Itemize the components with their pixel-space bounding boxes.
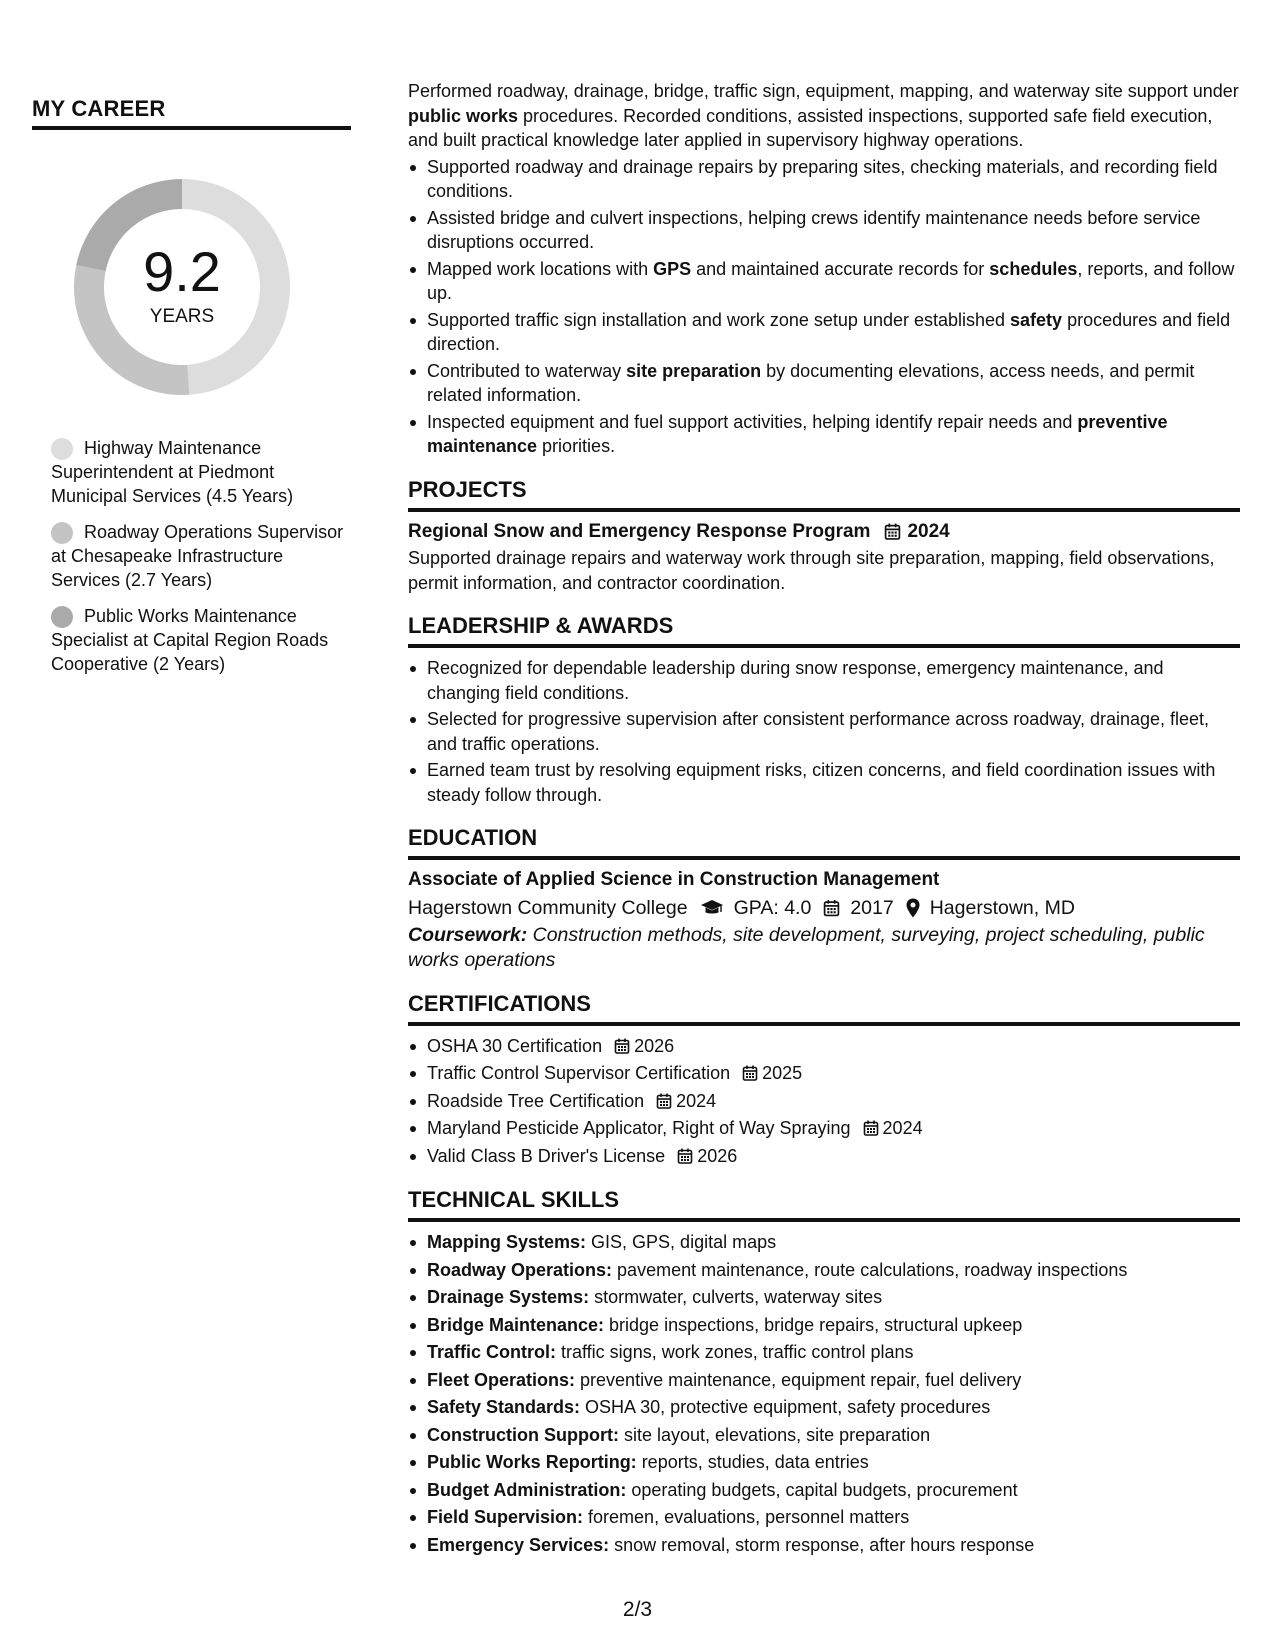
skill-label: Emergency Services: — [427, 1534, 610, 1555]
bullet-text: Inspected equipment and fuel support activities, helping identify repair needs and — [427, 411, 1078, 432]
bullet-text: procedures and field direction. — [427, 309, 1231, 354]
graduation-cap-icon — [700, 899, 724, 917]
skill-value: GIS, GPS, digital maps — [586, 1232, 777, 1252]
skill-item — [408, 1478, 1240, 1504]
skill-value: preventive maintenance, equipment repair, fuel delivery — [575, 1369, 1022, 1390]
summary-text: procedures. Recorded conditions, assisted inspections, supported safe field execution, and built practical knowledge later applied in supervisory highway operations. — [408, 105, 1213, 150]
coursework — [408, 923, 1240, 973]
certification-item — [408, 1061, 1240, 1087]
leadership-list — [408, 656, 1240, 807]
skill-item — [408, 1313, 1240, 1339]
education-details — [408, 893, 1240, 923]
career-item-text: Roadway Operations Supervisor at Chesapeake Infrastructure Services (2.7 Years) — [51, 522, 344, 590]
certification-year: 2025 — [762, 1063, 803, 1083]
skill-label: Safety Standards: — [427, 1397, 581, 1417]
skill-value: pavement maintenance, route calculations, roadway inspections — [612, 1259, 1128, 1280]
legend-dot — [51, 522, 73, 544]
project-title-row — [408, 520, 1240, 545]
career-item — [51, 604, 351, 676]
career-item-text: Highway Maintenance Superintendent at Piedmont Municipal Services (4.5 Years) — [51, 438, 294, 506]
certification-year: 2026 — [634, 1035, 675, 1056]
calendar-icon — [614, 1038, 630, 1054]
skill-value: snow removal, storm response, after hours response — [609, 1534, 1035, 1555]
bullet-keyword: GPS — [653, 258, 692, 279]
skill-item — [408, 1368, 1240, 1394]
education-heading: EDUCATION — [408, 824, 1240, 860]
skills-heading: TECHNICAL SKILLS — [408, 1186, 1240, 1222]
experience-bullet — [408, 257, 1240, 306]
career-heading: MY CAREER — [32, 96, 351, 130]
certification-name: OSHA 30 Certification — [427, 1035, 603, 1056]
coursework-text: Construction methods, site development, surveying, project scheduling, public works operations — [408, 923, 1205, 971]
skill-label: Field Supervision: — [427, 1507, 584, 1527]
bullet-text: Mapped work locations with — [427, 258, 654, 279]
career-donut-chart — [67, 172, 297, 402]
certification-item — [408, 1034, 1240, 1060]
certification-name: Valid Class B Driver's License — [427, 1145, 666, 1166]
school-location: Hagerstown, MD — [929, 896, 1075, 919]
career-item — [51, 436, 351, 508]
bullet-text: by documenting elevations, access needs, and permit related information. — [427, 360, 1195, 405]
page-number: 2/3 — [622, 1598, 653, 1621]
skill-item — [408, 1423, 1240, 1449]
leadership-item: Earned team trust by resolving equipment risks, citizen concerns, and field coordination issues with steady follow through. — [408, 758, 1240, 807]
bullet-text: priorities. — [537, 436, 616, 456]
bullet-keyword: site preparation — [626, 360, 762, 381]
certifications-list — [408, 1034, 1240, 1170]
leadership-item: Recognized for dependable leadership during snow response, emergency maintenance, and changing field conditions. — [408, 656, 1240, 705]
skill-label: Budget Administration: — [427, 1479, 627, 1500]
bullet-keyword: preventive maintenance — [427, 411, 1168, 456]
skill-item — [408, 1340, 1240, 1366]
skill-value: stormwater, culverts, waterway sites — [589, 1287, 883, 1307]
summary-text: Performed roadway, drainage, bridge, traffic sign, equipment, mapping, and waterway site support under — [408, 81, 1239, 101]
skill-value: operating budgets, capital budgets, procurement — [626, 1479, 1018, 1500]
calendar-icon — [656, 1093, 672, 1109]
project-description: Supported drainage repairs and waterway work through site preparation, mapping, field observations, permit information, and contractor coordination. — [408, 548, 1215, 593]
skill-item — [408, 1285, 1240, 1311]
coursework-label: Coursework: — [408, 923, 528, 946]
skill-label: Roadway Operations: — [427, 1259, 613, 1280]
skill-value: site layout, elevations, site preparation — [618, 1424, 931, 1445]
skill-value: traffic signs, work zones, traffic control plans — [556, 1342, 914, 1362]
leadership-heading: LEADERSHIP & AWARDS — [408, 612, 1240, 648]
certification-name: Traffic Control Supervisor Certification — [427, 1063, 731, 1083]
summary-keyword: public works — [408, 105, 519, 126]
total-years-unit: YEARS — [149, 306, 215, 327]
location-pin-icon — [906, 898, 920, 918]
certification-item — [408, 1116, 1240, 1142]
experience-bullet — [408, 308, 1240, 357]
bullet-keyword: safety — [1010, 309, 1063, 330]
skill-label: Drainage Systems: — [427, 1287, 590, 1307]
career-legend — [32, 436, 351, 676]
experience-bullet — [408, 410, 1240, 459]
skill-value: bridge inspections, bridge repairs, structural upkeep — [604, 1314, 1023, 1335]
certification-name: Maryland Pesticide Applicator, Right of Way Spraying — [427, 1118, 851, 1138]
degree-title: Associate of Applied Science in Construction Management — [408, 869, 940, 890]
skill-label: Fleet Operations: — [427, 1369, 576, 1390]
calendar-icon — [863, 1120, 879, 1136]
certifications-heading: CERTIFICATIONS — [408, 990, 1240, 1026]
career-item-text: Public Works Maintenance Specialist at Capital Region Roads Cooperative (2 Years) — [51, 606, 329, 674]
gpa: GPA: 4.0 — [733, 896, 812, 919]
project-name: Regional Snow and Emergency Response Program — [408, 520, 871, 542]
legend-dot — [51, 606, 73, 628]
project-year: 2024 — [907, 520, 950, 542]
skill-item — [408, 1533, 1240, 1559]
skills-list — [408, 1230, 1240, 1558]
skill-value: foremen, evaluations, personnel matters — [583, 1507, 910, 1527]
bullet-text: Contributed to waterway — [427, 360, 627, 381]
certification-year: 2024 — [676, 1090, 717, 1111]
skill-label: Traffic Control: — [427, 1342, 556, 1362]
certification-name: Roadside Tree Certification — [427, 1090, 645, 1111]
experience-summary — [408, 79, 1240, 153]
skill-item — [408, 1395, 1240, 1421]
certification-item — [408, 1144, 1240, 1170]
experience-bullet — [408, 359, 1240, 408]
calendar-icon — [677, 1148, 693, 1164]
leadership-item: Selected for progressive supervision after consistent performance across roadway, drainage, fleet, and traffic operations. — [408, 707, 1240, 756]
skill-value: reports, studies, data entries — [636, 1452, 869, 1472]
experience-bullet: Supported roadway and drainage repairs by preparing sites, checking materials, and recording field conditions. — [408, 155, 1240, 204]
main-content — [408, 79, 1240, 1560]
calendar-icon — [823, 899, 840, 917]
skill-item — [408, 1230, 1240, 1256]
career-item — [51, 520, 351, 592]
skill-item — [408, 1258, 1240, 1284]
school-name: Hagerstown Community College — [408, 896, 688, 919]
experience-bullets — [408, 155, 1240, 459]
skill-label: Construction Support: — [427, 1424, 619, 1445]
graduation-year: 2017 — [850, 896, 894, 919]
bullet-text: Supported traffic sign installation and work zone setup under established — [427, 309, 1011, 330]
bullet-text: , reports, and follow up. — [427, 258, 1235, 303]
skill-label: Mapping Systems: — [427, 1232, 587, 1252]
skill-label: Bridge Maintenance: — [427, 1314, 605, 1335]
skill-label: Public Works Reporting: — [427, 1452, 637, 1472]
skill-item — [408, 1450, 1240, 1476]
career-sidebar — [32, 96, 351, 688]
bullet-keyword: schedules — [989, 258, 1078, 279]
skill-item — [408, 1505, 1240, 1531]
experience-bullet: Assisted bridge and culvert inspections, helping crews identify maintenance needs before service disruptions occurred. — [408, 206, 1240, 255]
skill-value: OSHA 30, protective equipment, safety procedures — [580, 1397, 991, 1417]
total-years-value: 9.2 — [143, 240, 221, 303]
certification-item — [408, 1089, 1240, 1115]
calendar-icon — [742, 1065, 758, 1081]
legend-dot — [51, 438, 73, 460]
certification-year: 2026 — [697, 1145, 738, 1166]
calendar-icon — [884, 523, 901, 540]
projects-heading: PROJECTS — [408, 476, 1240, 512]
bullet-text: and maintained accurate records for — [691, 258, 990, 279]
certification-year: 2024 — [882, 1118, 923, 1138]
